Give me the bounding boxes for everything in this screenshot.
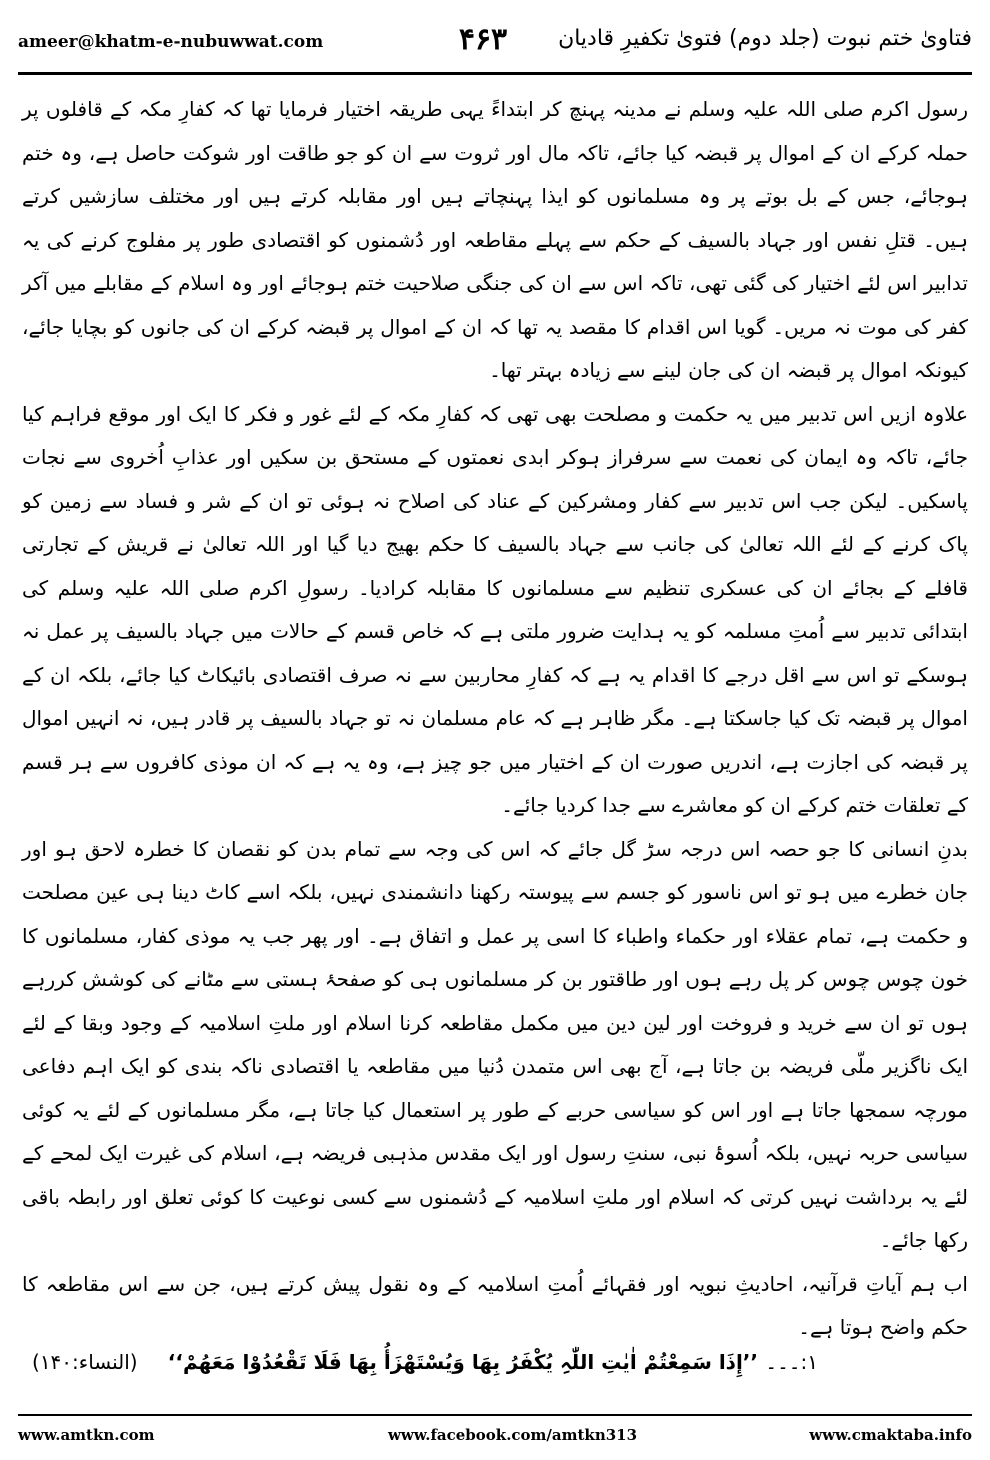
book-title: فتاویٰ ختم نبوت (جلد دوم) فتویٰ تکفیرِ قادیان xyxy=(558,26,972,51)
page-number: ۴۶۳ xyxy=(458,22,508,57)
footer-link-cmaktaba[interactable]: www.cmaktaba.info xyxy=(809,1426,972,1444)
verse-text: ’’إِذَا سَمِعْتُمْ اٰیٰتِ اللّٰہِ یُکْفَرُ بِھَا وَیُسْتَھْزَأُ بِھَا فَلَا تَقْعُدُوْا مَعَھُمْ‘‘ xyxy=(167,1350,758,1374)
header-divider xyxy=(18,72,972,75)
footer-link-facebook[interactable]: www.facebook.com/amtkn313 xyxy=(388,1426,638,1444)
paragraph: اب ہم آیاتِ قرآنیہ، احادیثِ نبویہ اور فقہائے اُمتِ اسلامیہ کے وہ نقول پیش کرتے ہیں، جن سے اس مقاطعہ کا حکم واضح ہوتا ہے۔ xyxy=(22,1271,968,1339)
header-email[interactable]: ameer@khatm-e-nubuwwat.com xyxy=(18,32,324,52)
verse-reference: (النساء:۱۴۰) xyxy=(32,1350,138,1374)
verse-number: ۱:۔۔۔ xyxy=(765,1350,818,1374)
paragraph: علاوہ ازیں اس تدبیر میں یہ حکمت و مصلحت بھی تھی کہ کفارِ مکہ کے لئے غور و فکر کا ایک اور موقع فراہم کیا جائے، تاکہ وہ ایمان کی نعمت سے سرفراز ہوکر ابدی نعمتوں کے مستحق بن سکیں اور عذابِ اُخروی سے نجات پاسکیں۔ لیکن جب اس تدبیر سے کفار ومشرکین کے عناد کی اصلاح نہ ہوئی تو ان کے شر و فساد سے زمین کو پاک کرنے کے لئے اللہ تعالیٰ کی جانب سے جہاد بالسیف کا حکم بھیج دیا گیا اور اللہ تعالیٰ نے قریش کے تجارتی قافلے کے بجائے ان کی عسکری تنظیم سے مسلمانوں کا مقابلہ کرادیا۔ رسولِ اکرم صلی اللہ علیہ وسلم کی ابتدائی تدبیر سے اُمتِ مسلمہ کو یہ ہدایت ضرور ملتی ہے کہ خاص قسم کے حالات میں جہاد بالسیف پر عمل نہ ہوسکے تو اس سے اقل درجے کا اقدام یہ ہے کہ کفارِ محاربین سے نہ صرف اقتصادی بائیکاٹ کیا جائے، بلکہ ان کے اموال پر قبضہ تک کیا جاسکتا ہے۔ مگر ظاہر ہے کہ عام مسلمان نہ تو جہاد بالسیف پر قادر ہیں، نہ انہیں اموال پر قبضہ کی اجازت ہے، اندریں صورت ان کے اختیار میں جو چیز ہے، وہ یہ ہے کہ ان موذی کافروں سے ہر قسم کے تعلقات ختم کرکے ان کو معاشرے سے جدا کردیا جائے۔ xyxy=(22,401,968,817)
page-footer xyxy=(18,1422,972,1450)
paragraph: بدنِ انسانی کا جو حصہ اس درجہ سڑ گل جائے کہ اس کی وجہ سے تمام بدن کو نقصان کا خطرہ لاحق ہو اور جان خطرے میں ہو تو اس ناسور کو جسم سے پیوستہ رکھنا دانشمندی نہیں، بلکہ اسے کاٹ دینا ہی عین مصلحت و حکمت ہے، تمام عقلاء اور حکماء واطباء کا اسی پر عمل و اتفاق ہے۔ اور پھر جب یہ موذی کفار، مسلمانوں کا خون چوس چوس کر پل رہے ہوں اور طاقتور بن کر مسلمانوں ہی کو صفحۂ ہستی سے مٹانے کی کوشش کررہے ہوں تو ان سے خرید و فروخت اور لین دین میں مکمل مقاطعہ کرنا اسلام اور ملتِ اسلامیہ کے وجود وبقا کے لئے ایک ناگزیر ملّی فریضہ بن جاتا ہے، آج بھی اس متمدن دُنیا میں مقاطعہ یا اقتصادی ناکہ بندی کو ایک اہم دفاعی مورچہ سمجھا جاتا ہے اور اس کو سیاسی حربے کے طور پر استعمال کیا جاتا ہے، مگر مسلمانوں کے لئے یہ کوئی سیاسی حربہ نہیں، بلکہ اُسوۂ نبی، سنتِ رسول اور ایک مقدس مذہبی فریضہ ہے، اسلام کی غیرت ایک لمحے کے لئے یہ برداشت نہیں کرتی کہ اسلام اور ملتِ اسلامیہ کے دُشمنوں سے کسی نوعیت کا کوئی تعلق اور رابطہ باقی رکھا جائے۔ xyxy=(22,836,968,1252)
footer-divider xyxy=(18,1414,972,1416)
page-header xyxy=(18,22,972,72)
footer-link-amtkn[interactable]: www.amtkn.com xyxy=(18,1426,155,1444)
article-body xyxy=(22,88,968,1350)
quran-verse xyxy=(22,1340,968,1384)
paragraph: رسول اکرم صلی اللہ علیہ وسلم نے مدینہ پہنچ کر ابتداءً یہی طریقہ اختیار فرمایا تھا کہ کفارِ مکہ کے قافلوں پر حملہ کرکے ان کے اموال پر قبضہ کیا جائے، تاکہ مال اور ثروت سے ان کو جو طاقت اور شوکت حاصل ہے، وہ ختم ہوجائے، جس کے بل بوتے پر وہ مسلمانوں کو ایذا پہنچاتے ہیں اور مقابلہ کرتے ہیں اور مختلف سازشیں کرتے ہیں۔ قتلِ نفس اور جہاد بالسیف کے حکم سے پہلے مقاطعہ اور دُشمنوں کو اقتصادی طور پر مفلوج کرنے کی یہ تدابیر اس لئے اختیار کی گئی تھی، تاکہ اس سے ان کی جنگی صلاحیت ختم ہوجائے اور وہ اسلام کے مقابلے میں آکر کفر کی موت نہ مریں۔ گویا اس اقدام کا مقصد یہ تھا کہ ان کے اموال پر قبضہ کرکے ان کی جانوں کو بچایا جائے، کیونکہ اموال پر قبضہ ان کی جان لینے سے زیادہ بہتر تھا۔ xyxy=(22,97,968,382)
